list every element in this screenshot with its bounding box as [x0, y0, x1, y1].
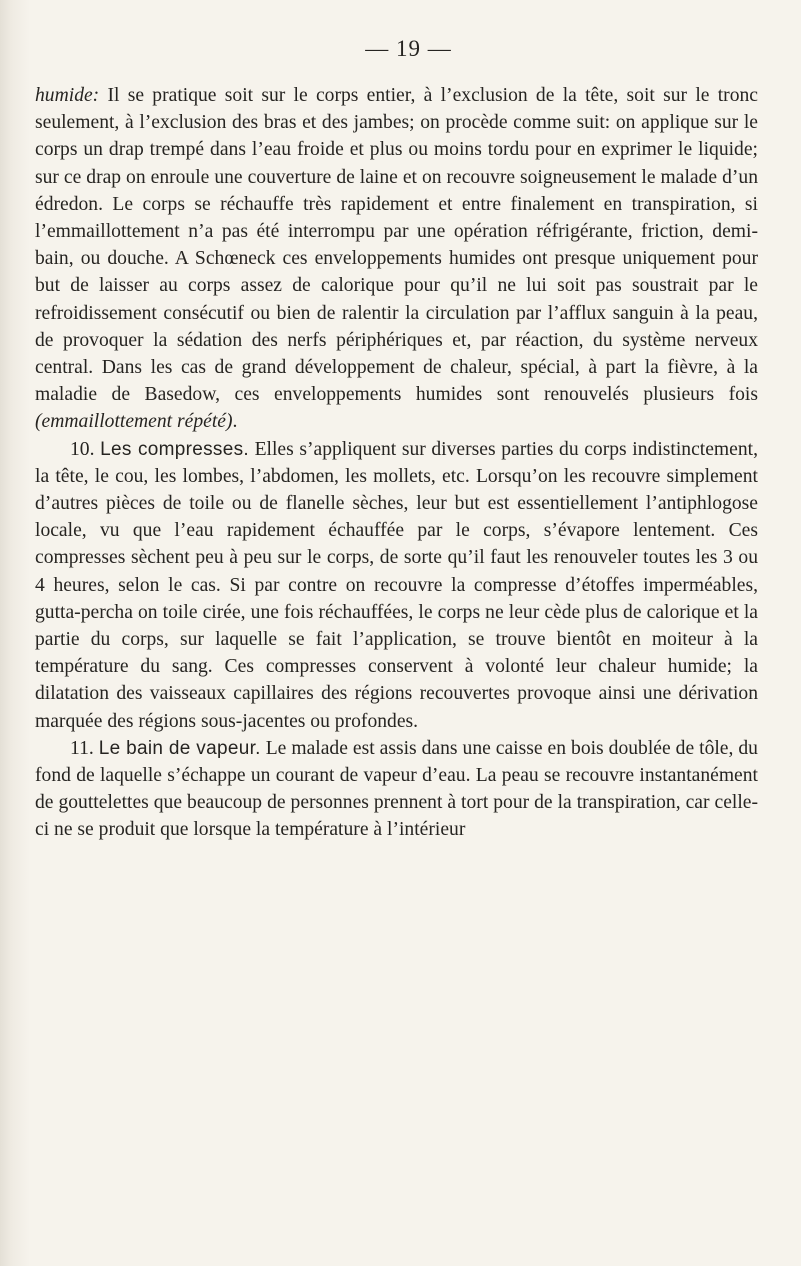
- paragraph-text: Elles s’appliquent sur diverses parties du corps indistinctement, la tête, le cou, les lombes, l’abdomen, les mollets, etc. Lorsqu’on les recouvre simplement d’autres pièces de toile ou de flanelle sèches, leur but est essentiellement l’antiphlogose locale, vu que l’eau rapidement échauffée par le corps, s’évapore lentement. Ces compresses sèchent peu à peu sur le corps, de sorte qu’il faut les renouveler toutes les 3 ou 4 heures, selon le cas. Si par contre on recouvre la compresse d’étoffes imperméables, gutta-percha on toile cirée, une fois réchauffées, le corps ne leur cède plus de calorique et la partie du corps, sur laquelle se fait l’application, se trouve bientôt en moiteur à la température du sang. Ces compresses conservent à volonté leur chaleur humide; la dilatation des vaisseaux capillaires des régions recouvertes provoque ainsi une dérivation marquée des régions sous-jacentes ou profondes.: [35, 438, 758, 732]
- page-edge-shadow: [0, 0, 30, 1266]
- paragraph-bain-de-vapeur: [35, 735, 758, 844]
- paragraph-text: Le malade est assis dans une caisse en bois doublée de tôle, du fond de laquelle s’échappe un courant de vapeur d’eau. La peau se recouvre instantanément de gouttelettes que beaucoup de personnes prennent à tort pour de la transpiration, car celle-ci ne se produit que lorsque la température à l’intérieur: [35, 737, 758, 841]
- paragraph-lead-italic: humide:: [35, 85, 100, 106]
- paragraph-italic-term: (emmaillottement répété): [35, 411, 233, 433]
- text-body: [35, 82, 758, 844]
- section-number: 10.: [70, 438, 95, 460]
- paragraph-text: Il se pratique soit sur le corps entier, à l’exclusion de la tête, soit sur le tronc seulement, à l’exclusion des bras et des jambes; on procède comme suit: on applique sur le corps un drap trempé dans l’eau froide et plus ou moins tordu pour en exprimer le liquide; sur ce drap on enroule une couverture de laine et on recouvre soigneusement le malade d’un édredon. Le corps se réchauffe très rapidement et entre finalement en transpiration, si l’emmaillottement n’a pas été interrompu par une opération réfrigérante, friction, demi-bain, ou douche. A Schœneck ces enveloppements humides ont presque uniquement pour but de laisser au corps assez de calorique pour qu’il ne lui soit pas soustrait par le refroidissement consécutif ou bien de ralentir la circulation par l’afflux sanguin à la peau, de provoquer la sédation des nerfs périphériques et, par réaction, du système nerveux central. Dans les cas de grand développement de chaleur, spécial, à part la fièvre, à la maladie de Basedow, ces enveloppements humides sont renouvelés plusieurs fois: [35, 85, 758, 406]
- section-number: 11.: [70, 737, 94, 759]
- section-heading: Le bain de vapeur.: [98, 737, 261, 759]
- paragraph-compresses: [35, 436, 758, 735]
- section-heading: Les compresses.: [100, 438, 249, 460]
- page-number: — 19 —: [365, 36, 452, 61]
- paragraph-end-punctuation: .: [232, 411, 238, 433]
- paragraph-enveloppements: [35, 82, 758, 436]
